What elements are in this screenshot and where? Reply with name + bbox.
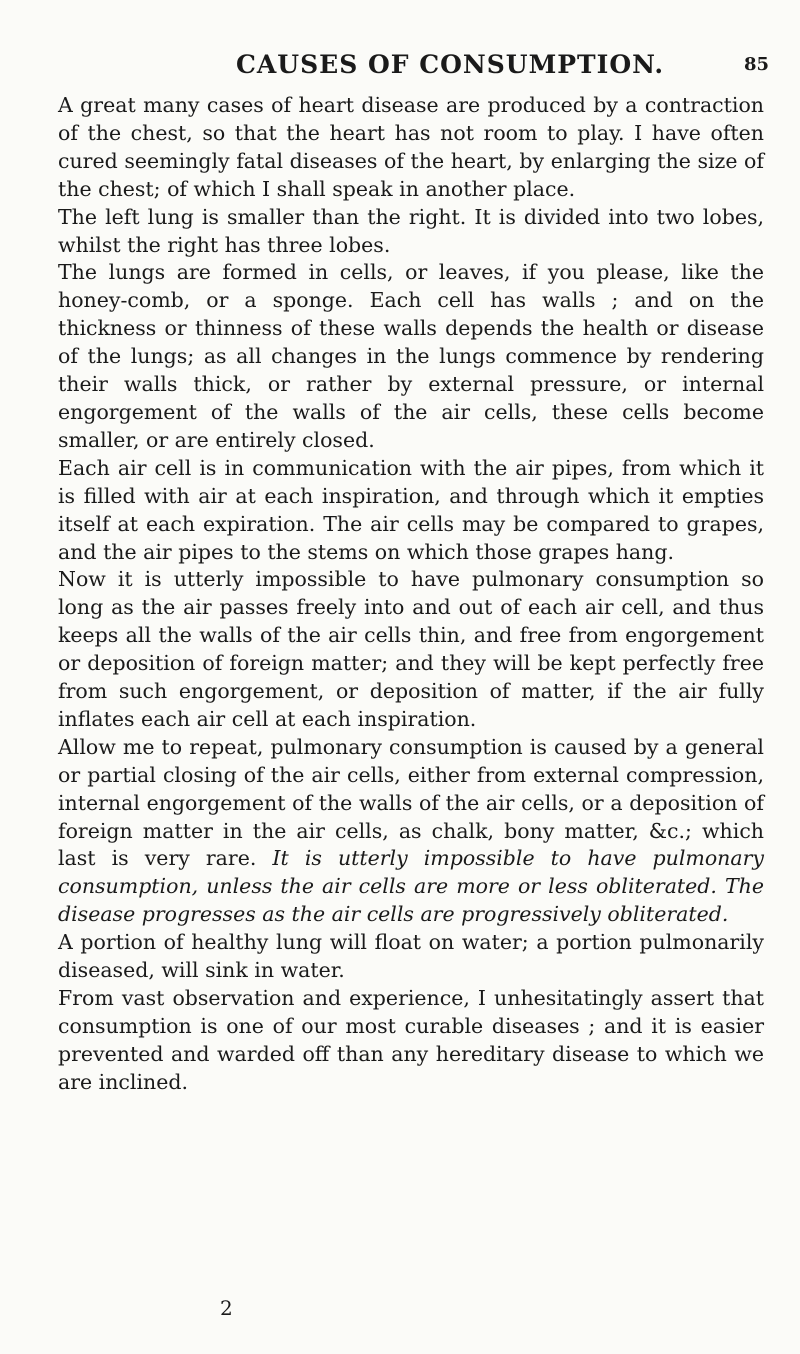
paragraph-repeat-italic: It is utterly impossible to have pulmonary consumption, unless the air cells are more or less obliterated. The disease progresses as the air cells are progressively obliterated. (58, 846, 764, 927)
paragraph-curable: From vast observation and experience, I unhesitatingly assert that consumption is one of our most curable diseases ; and it is easier prevented and warded off than any hereditary disease to which we are inclined. (58, 986, 764, 1094)
paragraph-heart-disease: A great many cases of heart disease are produced by a contraction of the chest, so that the heart has not room to play. I have often cured seemingly fatal diseases of the heart, by enlarging the size of the chest; of which I shall speak in another place. (58, 93, 764, 201)
paragraph-air-cells: Each air cell is in communication with the air pipes, from which it is filled with air at each inspiration, and through which it empties itself at each expiration. The air cells may be compared to grapes, and the air pipes to the stems on which those grapes hang. (58, 455, 764, 564)
paragraph-repeat (58, 734, 764, 929)
paragraph-float-test: A portion of healthy lung will float on water; a portion pulmonarily diseased, will sink in water. (58, 930, 764, 983)
page-header (0, 50, 800, 90)
page-number: 85 (744, 54, 770, 75)
running-title: CAUSES OF CONSUMPTION. (236, 50, 665, 79)
paragraph-lung-cells: The lungs are formed in cells, or leaves, if you please, like the honey-comb, or a sponge. Each cell has walls ; and on the thickness or thinness of these walls depends the health or disease of the lungs; as all changes in the lungs commence by rendering their walls thick, or rather by external pressure, or internal engorgement of the walls of the air cells, these cells become smaller, or are entirely closed. (58, 260, 764, 452)
signature-mark: 2 (220, 1296, 233, 1320)
paragraph-impossible: Now it is utterly impossible to have pulmonary consumption so long as the air passes freely into and out of each air cell, and thus keeps all the walls of the air cells thin, and free from engorgement or deposition of foreign matter; and they will be kept perfectly free from such engorgement, or deposition of matter, if the air fully inflates each air cell at each inspiration. (58, 567, 764, 731)
paragraph-repeat-plain: Allow me to repeat, pulmonary consumption is caused by a general or partial closing of the air cells, either from external compression, internal engorgement of the walls of the air cells, or a deposition of foreign matter in the air cells, as chalk, bony matter, &c.; which last is very rare. (58, 734, 764, 871)
paragraph-lung-lobes: The left lung is smaller than the right. It is divided into two lobes, whilst the right has three lobes. (58, 204, 764, 257)
body-text (58, 92, 764, 1097)
